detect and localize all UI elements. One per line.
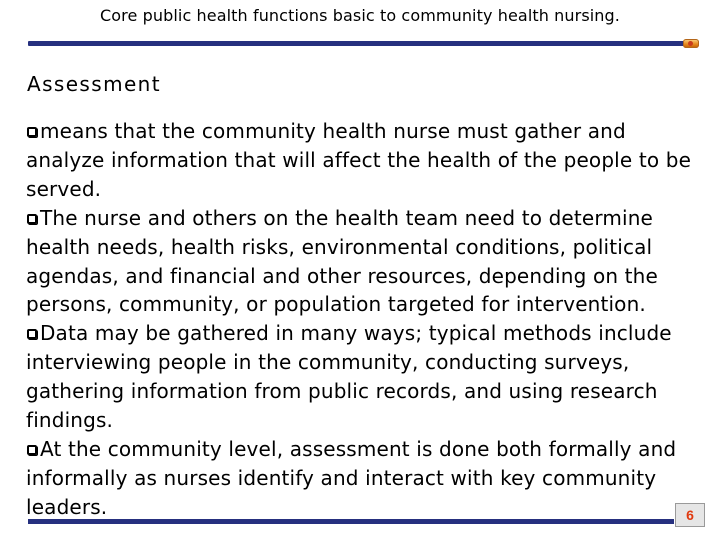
bullet-item bbox=[26, 319, 706, 435]
square-bullet-icon bbox=[27, 127, 37, 137]
square-bullet-icon bbox=[27, 214, 37, 224]
bullet-list bbox=[26, 117, 706, 522]
bullet-text: The nurse and others on the health team need to determine health needs, health risks, environmental conditions, political agendas, and financial and other resources, depending on the persons, community, or population targeted for intervention. bbox=[26, 205, 658, 317]
footer-divider bbox=[28, 519, 674, 524]
square-bullet-icon bbox=[27, 329, 37, 339]
bullet-item bbox=[26, 435, 706, 522]
section-heading: Assessment bbox=[27, 72, 161, 96]
square-bullet-icon bbox=[27, 445, 37, 455]
bullet-text: Data may be gathered in many ways; typical methods include interviewing people in the community, conducting surveys, gathering information from public records, and using research findings. bbox=[26, 321, 672, 433]
bullet-item bbox=[26, 117, 706, 204]
divider-end-ornament-icon bbox=[683, 39, 699, 48]
slide-title: Core public health functions basic to community health nursing. bbox=[99, 6, 620, 25]
title-divider bbox=[28, 41, 688, 46]
bullet-text: means that the community health nurse must gather and analyze information that will affect the health of the people to be served. bbox=[26, 119, 692, 201]
page-number: 6 bbox=[675, 503, 705, 527]
bullet-item bbox=[26, 204, 706, 320]
bullet-text: At the community level, assessment is done both formally and informally as nurses identify and interact with key community leaders. bbox=[26, 436, 677, 519]
